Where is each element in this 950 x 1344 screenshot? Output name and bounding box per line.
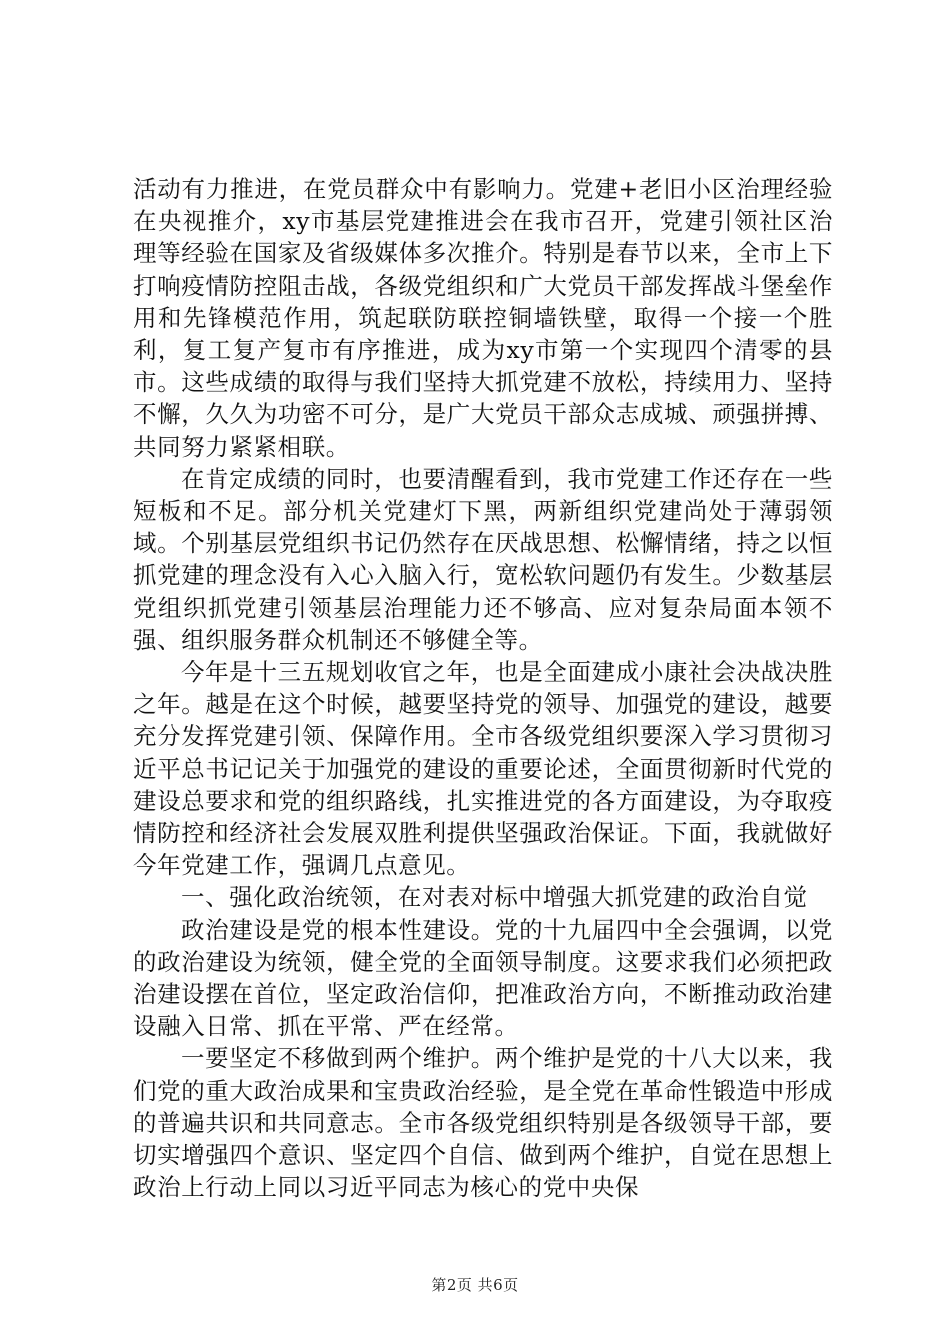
paragraph: 一要坚定不移做到两个维护。两个维护是党的十八大以来，我们党的重大政治成果和宝贵政治经验，是全党在革命性锻造中形成的普遍共识和共同意志。全市各级党组织特别是各级领导干部，要切实增强四个意识、坚定四个自信、做到两个维护，自觉在思想上政治上行动上同以习近平同志为核心的党中央保: [133, 1044, 833, 1202]
paragraph: 今年是十三五规划收官之年，也是全面建成小康社会决战决胜之年。越是在这个时候，越要坚持党的领导、加强党的建设，越要充分发挥党建引领、保障作用。全市各级党组织要深入学习贯彻习近平总书记记关于加强党的建设的重要论述，全面贯彻新时代党的建设总要求和党的组织路线，扎实推进党的各方面建设，为夺取疫情防控和经济社会发展双胜利提供坚强政治保证。下面，我就做好今年党建工作，强调几点意见。: [133, 658, 833, 880]
paragraph: 政治建设是党的根本性建设。党的十九届四中全会强调，以党的政治建设为统领，健全党的全面领导制度。这要求我们必须把政治建设摆在首位，坚定政治信仰，把准政治方向，不断推动政治建设融入日常、抓在平常、严在经常。: [133, 915, 833, 1041]
page-footer: 第2页 共6页: [431, 1276, 519, 1294]
section-heading: 一、强化政治统领，在对表对标中增强大抓党建的政治自觉: [181, 883, 808, 912]
paragraph: 在肯定成绩的同时，也要清醒看到，我市党建工作还存在一些短板和不足。部分机关党建灯下黑，两新组织党建尚处于薄弱领域。个别基层党组织书记仍然存在厌战思想、松懈情绪，持之以恒抓党建的理念没有入心入脑入行，宽松软问题仍有发生。少数基层党组织抓党建引领基层治理能力还不够高、应对复杂局面本领不强、组织服务群众机制还不够健全等。: [133, 464, 833, 654]
document-body: [133, 173, 833, 1204]
paragraph-continued: 活动有力推进，在党员群众中有影响力。党建+老旧小区治理经验在央视推介，xy市基层党建推进会在我市召开，党建引领社区治理等经验在国家及省级媒体多次推介。特别是春节以来，全市上下打响疫情防控阻击战，各级党组织和广大党员干部发挥战斗堡垒作用和先锋模范作用，筑起联防联控铜墙铁壁，取得一个接一个胜利，复工复产复市有序推进，成为xy市第一个实现四个清零的县市。这些成绩的取得与我们坚持大抓党建不放松，持续用力、坚持不懈，久久为功密不可分，是广大党员干部众志成城、顽强拼搏、共同努力紧紧相联。: [133, 175, 833, 461]
